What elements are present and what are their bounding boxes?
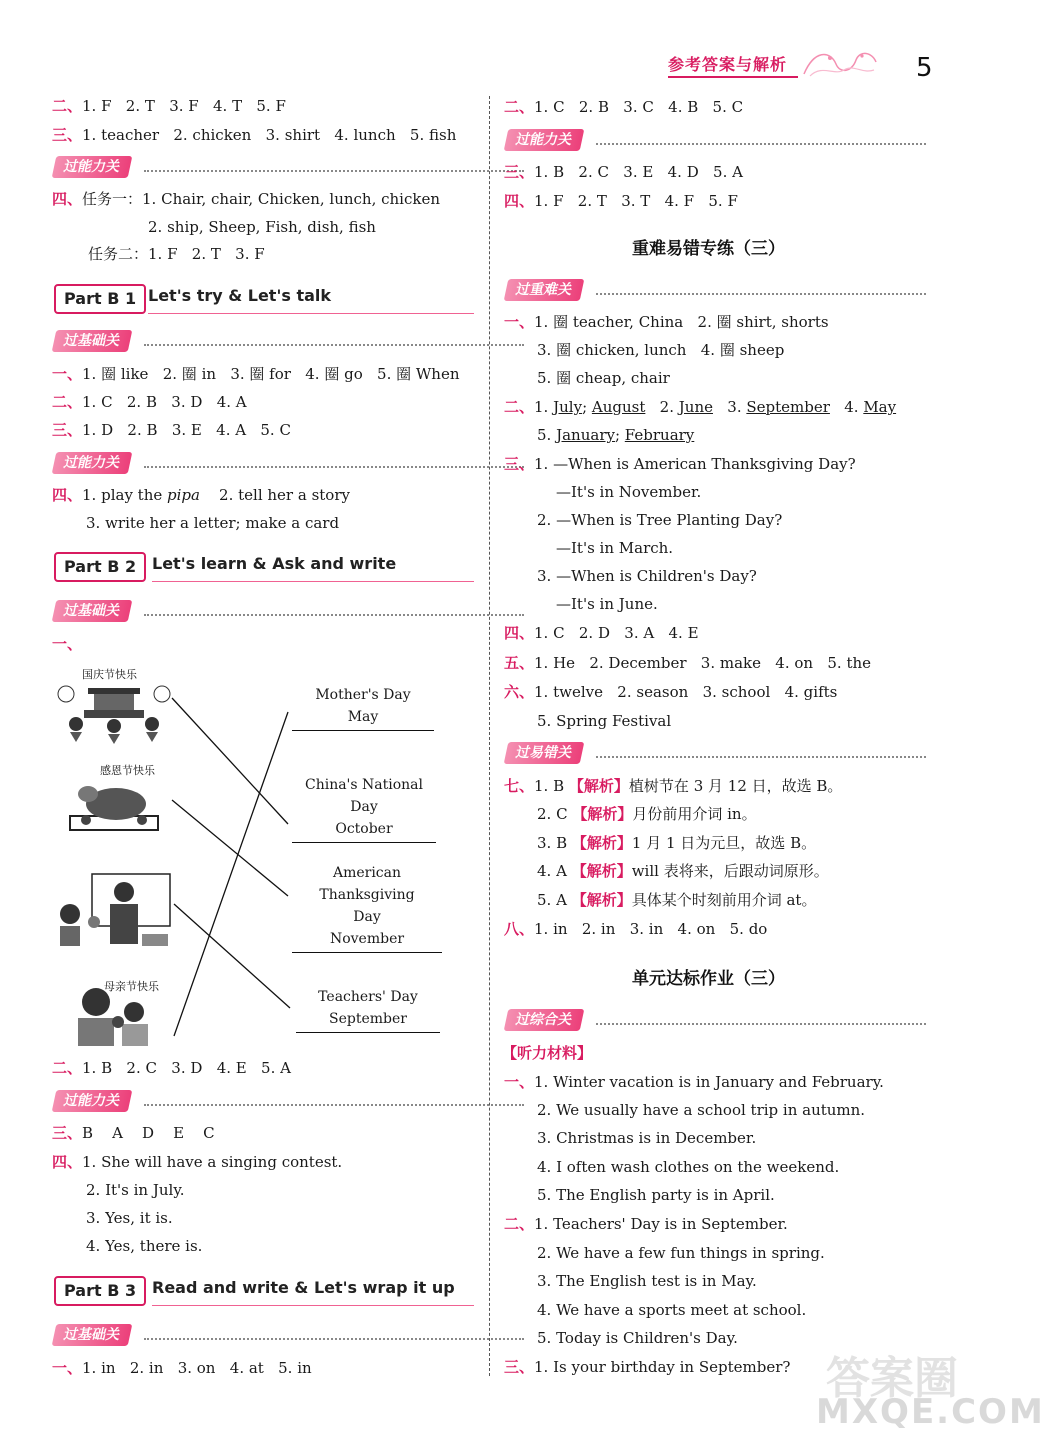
answer-line: —It's in March. [556, 539, 674, 557]
answer-line: 三、1. teacher 2. chicken 3. shirt 4. lunch 5. fish [52, 126, 457, 144]
listening-material-label: 【听力材料】 [502, 1044, 593, 1062]
answer-line: 二、1. Teachers' Day is in September. [504, 1215, 788, 1233]
section-badge: 过综合关 [506, 1009, 582, 1033]
answer-line: 5. 圈 cheap, chair [537, 369, 670, 387]
answer-line: 三、1. D 2. B 3. E 4. A 5. C [52, 421, 291, 439]
answer-line: 三、1. B 2. C 3. E 4. D 5. A [504, 163, 743, 181]
answer-line: 四、1. She will have a singing contest. [52, 1153, 343, 1171]
answer-line: 5. Today is Children's Day. [537, 1329, 738, 1347]
answer-line: 4. A 【解析】will 表将来，后跟动词原形。 [537, 862, 829, 880]
answer-line: 任务二：1. F 2. T 3. F [88, 245, 265, 263]
section-badge: 过基础关 [54, 1324, 130, 1348]
picture-caption: 感恩节快乐 [100, 764, 155, 777]
answer-line: 四、1. F 2. T 3. T 4. F 5. F [504, 192, 738, 210]
answer-line: 二、1. C 2. B 3. C 4. B 5. C [504, 98, 744, 116]
answer-line: 二、1. July; August 2. June 3. September 4. May [504, 398, 897, 416]
answer-line: 4. We have a sports meet at school. [537, 1301, 807, 1319]
answer-line: 2. We have a few fun things in spring. [537, 1244, 825, 1262]
answer-line: 四、1. play the pipa 2. tell her a story [52, 486, 350, 504]
match-box-thanksgiving: American Thanksgiving Day November [292, 862, 442, 953]
answer-line: 3. Christmas is in December. [537, 1129, 757, 1147]
section-badge: 过能力关 [54, 452, 130, 476]
part-header [54, 552, 474, 582]
answer-line: 三、1. —When is American Thanksgiving Day? [504, 455, 856, 473]
answer-line: 一、1. in 2. in 3. on 4. at 5. in [52, 1359, 312, 1377]
header-underline [668, 76, 798, 78]
answer-line: 三、1. Is your birthday in September? [504, 1358, 791, 1376]
mothers-day-picture [58, 982, 168, 1048]
answer-line: 4. I often wash clothes on the weekend. [537, 1158, 840, 1176]
answer-line: 3. Yes, it is. [86, 1209, 173, 1227]
section-badge: 过能力关 [54, 156, 130, 180]
answer-line: 六、1. twelve 2. season 3. school 4. gifts [504, 683, 838, 701]
answer-line: 3. write her a letter; make a card [86, 514, 340, 532]
part-code: Part B 3 [54, 1276, 146, 1306]
answer-line: 5. Spring Festival [537, 712, 672, 730]
national-day-picture [54, 680, 174, 744]
answer-line: 3. —When is Children's Day? [537, 567, 757, 585]
answer-line: 3. 圈 chicken, lunch 4. 圈 sheep [537, 341, 785, 359]
section-badge: 过重难关 [506, 279, 582, 303]
answer-line: 3. The English test is in May. [537, 1272, 757, 1290]
page-number: 5 [916, 53, 933, 83]
section-badge: 过能力关 [506, 129, 582, 153]
answer-line: 二、1. F 2. T 3. F 4. T 5. F [52, 97, 286, 115]
answer-line: 二、1. C 2. B 3. D 4. A [52, 393, 247, 411]
answer-line: 三、B A D E C [52, 1124, 215, 1142]
section-badge: 过基础关 [54, 600, 130, 624]
teachers-day-picture [54, 872, 172, 950]
answer-line: 一、1. 圈 like 2. 圈 in 3. 圈 for 4. 圈 go 5. 圈 When [52, 365, 460, 383]
answer-line: 四、任务一：1. Chair, chair, Chicken, lunch, chicken [52, 190, 440, 208]
answer-line: 5. The English party is in April. [537, 1186, 775, 1204]
answer-line: 3. B 【解析】1 月 1 日为元旦，故选 B。 [537, 834, 817, 852]
section-badge: 过易错关 [506, 742, 582, 766]
answer-line: 4. Yes, there is. [86, 1237, 203, 1255]
answer-line: 二、1. B 2. C 3. D 4. E 5. A [52, 1059, 291, 1077]
answer-line: 七、1. B 【解析】植树节在 3 月 12 日，故选 B。 [504, 777, 843, 795]
answer-line: 5. A 【解析】具体某个时刻前用介词 at。 [537, 891, 817, 909]
part-code: Part B 1 [54, 284, 146, 314]
picture-caption: 母亲节快乐 [104, 980, 159, 993]
part-title: Let's learn & Ask and write [152, 554, 397, 573]
answer-line: 八、1. in 2. in 3. in 4. on 5. do [504, 920, 768, 938]
section-title: 单元达标作业（三） [632, 969, 785, 989]
part-header [54, 1276, 474, 1306]
thanksgiving-picture [66, 780, 162, 834]
match-box-national-day: China's National Day October [292, 774, 436, 843]
watermark-url: MXQE.COM [816, 1392, 1045, 1432]
section-badge: 过基础关 [54, 330, 130, 354]
answer-line: 四、1. C 2. D 3. A 4. E [504, 624, 699, 642]
decoration-swirl-icon [800, 46, 880, 82]
answer-line: 2. We usually have a school trip in autumn. [537, 1101, 866, 1119]
match-box-teachers-day: Teachers' Day September [296, 986, 440, 1033]
match-box-mothers-day: Mother's Day May [292, 684, 434, 731]
part-header [54, 284, 474, 314]
part-code: Part B 2 [54, 552, 146, 582]
answer-line: 一、 [52, 635, 83, 653]
matching-lines [170, 690, 300, 1060]
answer-line: —It's in November. [556, 483, 702, 501]
picture-caption: 国庆节快乐 [82, 668, 137, 681]
part-title: Read and write & Let's wrap it up [152, 1278, 455, 1297]
answer-line: 2. C 【解析】月份前用介词 in。 [537, 805, 757, 823]
answer-line: 一、1. 圈 teacher, China 2. 圈 shirt, shorts [504, 313, 829, 331]
answer-line: 2. ship, Sheep, Fish, dish, fish [148, 218, 376, 236]
answer-line: 2. It's in July. [86, 1181, 185, 1199]
answer-line: 5. January; February [537, 426, 695, 444]
column-divider [489, 96, 490, 1376]
section-badge: 过能力关 [54, 1090, 130, 1114]
header-title: 参考答案与解析 [668, 55, 788, 74]
answer-line: 2. —When is Tree Planting Day? [537, 511, 783, 529]
section-title: 重难易错专练（三） [632, 239, 785, 259]
part-title: Let's try & Let's talk [148, 286, 332, 305]
answer-line: 五、1. He 2. December 3. make 4. on 5. the [504, 654, 872, 672]
watermark-logo: 答案圈 [826, 1353, 958, 1404]
answer-line: —It's in June. [556, 595, 658, 613]
answer-line: 一、1. Winter vacation is in January and February. [504, 1073, 884, 1091]
